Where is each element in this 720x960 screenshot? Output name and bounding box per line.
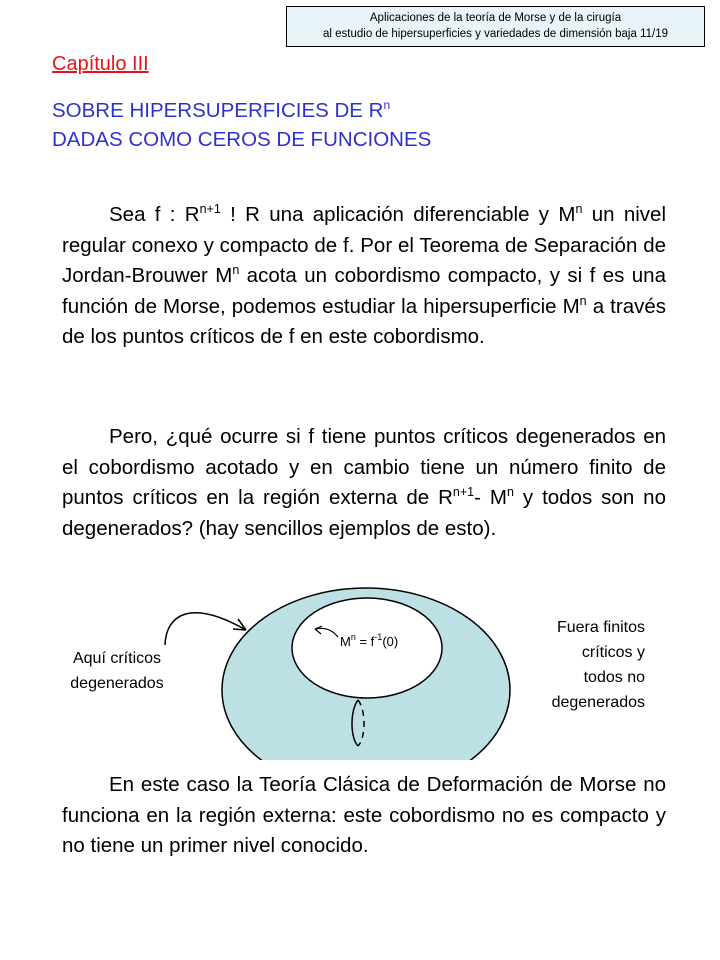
paragraph-1: Sea f : $R^{n+1}$ ! R una aplicación diferenciable y $M^n$ un nivel regular conexo y compacto de f. Por el Teorema de Separación de Jordan-Brouwer $M^n$ acota un cobordismo compacto, y si f es una función de Morse, podemos estudiar la hipersuperficie $M^n$ a través de los puntos críticos de f en este cobordismo.: [62, 202, 666, 348]
left-label-line-2: degenerados: [70, 675, 164, 692]
page-title: [52, 91, 431, 154]
right-label-line-1: Fuera finitos: [556, 619, 645, 636]
right-label-line-4: degenerados: [551, 694, 645, 711]
right-label-line-2: críticos y: [581, 644, 645, 661]
paragraph-3: En este caso la Teoría Clásica de Deformación de Morse no funciona en la región externa: este cobordismo no es compacto y no tiene un primer nivel conocido.: [62, 773, 666, 857]
header-line-1: Aplicaciones de la teoría de Morse y de la cirugía: [369, 12, 622, 24]
chapter-heading: Capítulo III: [52, 53, 149, 75]
inner-label: $M^n = f^{-1}(0)$: [340, 632, 399, 649]
title-line-2: DADAS COMO CEROS DE FUNCIONES: [52, 127, 432, 151]
left-label-line-1: Aquí críticos: [72, 650, 162, 667]
right-label-line-3: todos no: [583, 669, 645, 686]
header-line-2: al estudio de hipersuperficies y variedades de dimensión baja 11/19: [322, 28, 668, 40]
inner-arrow-curve: [315, 628, 338, 637]
annulus-diagram: [0, 560, 720, 760]
title-line-1: SOBRE HIPERSUPERFICIES DE $R^n$: [52, 98, 391, 122]
inner-arrow-head: [315, 626, 322, 634]
annulus-region: [222, 588, 510, 760]
slide-header: [286, 6, 705, 47]
paragraph-2: Pero, ¿qué ocurre si f tiene puntos críticos degenerados en el cobordismo acotado y en cambio tiene un número finito de puntos críticos en la región externa de $R^{n+1}-$ $M^n$ y todos son no degenerados? (hay sencillos ejemplos de esto).: [62, 425, 666, 540]
